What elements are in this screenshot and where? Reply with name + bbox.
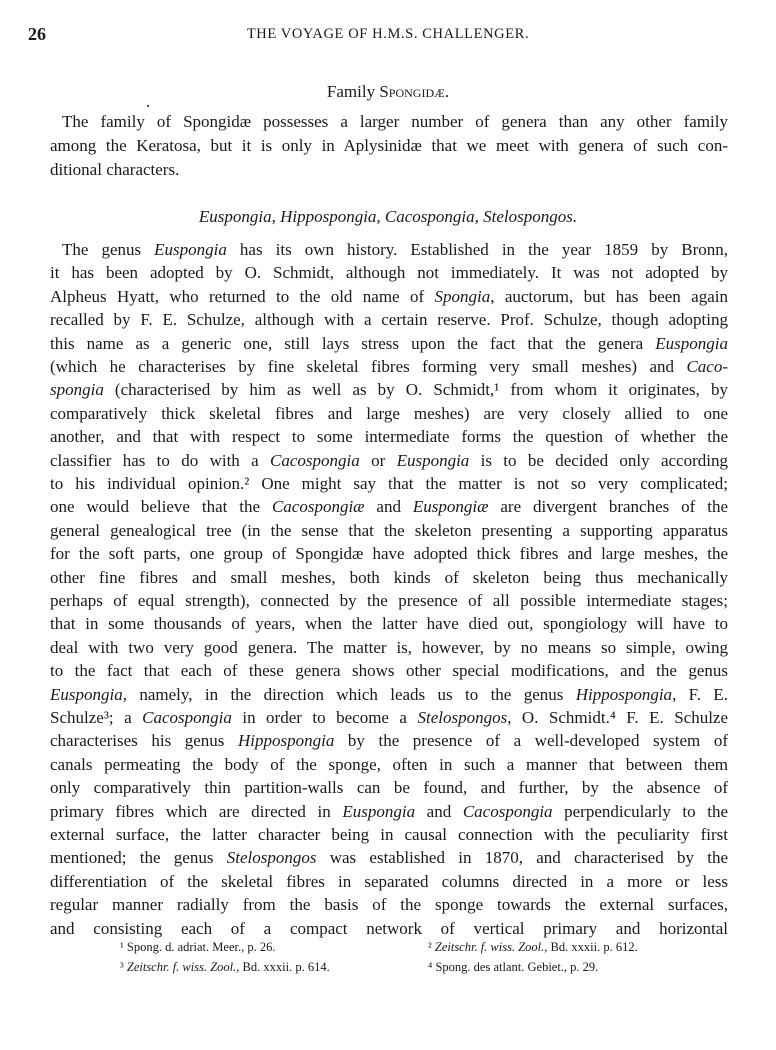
section-title (0, 82, 776, 102)
text-line (62, 111, 728, 133)
text-segment: Alpheus Hyatt, who returned to the old name of (50, 286, 435, 306)
footnote-journal: Zeitschr. f. wiss. Zool. (126, 960, 237, 974)
text-line (50, 754, 728, 776)
text-segment: for the soft parts, one group of Spongidæ have adopted thick fibres and large meshes, the (50, 544, 728, 564)
footnote (120, 940, 275, 955)
text-line (50, 333, 728, 355)
text-segment: is to be decided only according (469, 450, 728, 470)
text-line (50, 871, 728, 893)
text-segment: deal with two very good genera. The matter is, however, by no means so simple, owing (50, 637, 728, 657)
italic-term: Euspongia (154, 240, 227, 259)
text-segment: or (359, 450, 397, 470)
text-line (50, 403, 728, 425)
text-segment: , namely, in the direction which leads us to the genus (122, 684, 576, 704)
text-segment: ditional characters. (50, 160, 180, 179)
text-segment: Schulze³; a (50, 708, 143, 727)
text-segment: classifier has to do with a (50, 450, 270, 470)
text-segment: to his individual opinion.² One might say that the matter is not so very complicated; (50, 474, 728, 493)
italic-term: Caco- (686, 357, 728, 376)
footnote-text: , Bd. xxxii. p. 612. (544, 940, 638, 954)
text-segment: mentioned; the genus (50, 848, 227, 868)
text-segment: characterises his genus (50, 731, 238, 751)
text-line (50, 567, 728, 589)
footnote (120, 960, 330, 975)
text-segment: , auctorum, but has been again (490, 286, 728, 306)
text-segment: regular manner radially from the basis of the sponge towards the external surfaces, (50, 895, 728, 915)
text-segment: to the fact that each of these genera shows other special modifications, and the genus (50, 661, 728, 681)
text-segment: in order to become a (231, 708, 418, 727)
italic-term: Hippospongia (237, 731, 335, 751)
text-segment: The family of Spongidæ possesses a larger number of genera than any other family (62, 112, 728, 131)
text-line (50, 426, 728, 448)
text-segment: one would believe that the (50, 497, 272, 517)
text-line (50, 730, 728, 752)
italic-term: Cacospongia (142, 708, 232, 727)
italic-term: Cacospongia (270, 450, 360, 470)
footnote (428, 940, 638, 955)
text-segment: another, and that with respect to some intermediate forms the question of whether the (50, 427, 728, 447)
section-title-suffix: . (444, 82, 450, 101)
text-segment: among the Keratosa, but it is only in Aplysinidæ that we meet with genera of such con- (50, 136, 728, 155)
text-segment: by the presence of a well-developed system of (334, 731, 728, 751)
text-segment: other fine fibres and small meshes, both kinds of skeleton being thus mechanically (50, 567, 728, 587)
text-segment: perpendicularly to the (552, 801, 728, 821)
text-line (50, 543, 728, 565)
text-segment: that in some thousands of years, when the latter have died out, spongiology will have to (50, 614, 728, 634)
text-line (50, 613, 728, 635)
text-line (50, 309, 728, 331)
text-line (50, 824, 728, 846)
italic-term: Stelospongos (226, 848, 317, 868)
footnote-text: , Bd. xxxii. p. 614. (236, 960, 330, 974)
text-line (50, 379, 728, 401)
text-segment: was established in 1870, and characterised by the (316, 848, 728, 868)
text-line (50, 847, 728, 869)
footnote-text: ³ (120, 960, 127, 974)
section-title-prefix: Family (326, 82, 380, 101)
italic-term: Euspongia (396, 450, 470, 470)
text-segment: differentiation of the skeletal fibres in separated columns directed in a more or less (50, 871, 728, 891)
italic-term: spongia (50, 380, 104, 400)
italic-term: Euspongiæ (412, 497, 489, 517)
text-line (62, 239, 728, 261)
italic-term: Euspongia (655, 333, 728, 353)
text-segment: and (364, 497, 413, 517)
footnote-text: ² (428, 940, 435, 954)
text-segment: comparatively thick skeletal fibres and large meshes) are very closely allied to one (50, 403, 728, 423)
italic-term: Stelospongos (417, 708, 508, 727)
text-line (50, 356, 728, 378)
text-line (50, 135, 728, 157)
text-segment: has its own history. Established in the year 1859 by Bronn, (226, 240, 728, 259)
italic-term: Spongia (434, 286, 491, 306)
text-line (50, 159, 728, 181)
text-segment: , F. E. (672, 684, 728, 704)
text-line (50, 590, 728, 612)
text-line (50, 286, 728, 308)
text-segment: only comparatively thin partition-walls can be found, and further, by the absence of (50, 778, 728, 798)
text-segment: recalled by F. E. Schulze, although with a certain reserve. Prof. Schulze, though adopting (50, 310, 728, 330)
text-segment: and (415, 801, 463, 821)
text-segment: (which he characterises by fine skeletal fibres forming very small meshes) and (50, 357, 687, 376)
text-line (50, 684, 728, 706)
footnote-journal: Zeitschr. f. wiss. Zool. (434, 940, 545, 954)
text-line (50, 801, 728, 823)
page-number: 26 (28, 24, 46, 44)
text-line (50, 450, 728, 472)
footnote-text: ¹ Spong. d. adriat. Meer., p. 26. (120, 940, 276, 954)
text-line (50, 637, 728, 659)
text-segment: are divergent branches of the (488, 497, 728, 517)
running-title: THE VOYAGE OF H.M.S. CHALLENGER. (246, 26, 530, 42)
text-line (50, 473, 728, 495)
text-segment: The genus (62, 240, 155, 259)
stray-mark: . (146, 92, 151, 111)
text-segment: general genealogical tree (in the sense that the skeleton presenting a supporting apparatus (50, 520, 728, 540)
text-line (50, 496, 728, 518)
text-segment: and consisting each of a compact network of vertical primary and horizontal (50, 918, 728, 938)
text-segment: external surface, the latter character being in causal connection with the peculiarity first (50, 825, 728, 844)
text-line (50, 777, 728, 799)
text-line (50, 262, 728, 284)
text-segment: it has been adopted by O. Schmidt, although not immediately. It was not adopted by (50, 263, 728, 283)
text-segment: perhaps of equal strength), connected by the presence of all possible intermediate stages; (50, 591, 728, 610)
text-segment: primary fibres which are directed in (50, 801, 343, 821)
footnote-text: ⁴ Spong. des atlant. Gebiet., p. 29. (428, 960, 599, 974)
text-line (50, 520, 728, 542)
text-segment: , O. Schmidt.⁴ F. E. Schulze (507, 708, 729, 727)
footnote (428, 960, 598, 975)
italic-term: Cacospongiæ (271, 497, 365, 517)
section-title-name: Spongidæ (379, 82, 445, 101)
italic-term: Euspongia (342, 801, 416, 821)
text-segment: canals permeating the body of the sponge, often in such a manner that between them (50, 754, 728, 774)
italic-term: Cacospongia (462, 801, 553, 821)
text-line (50, 918, 728, 940)
text-line (50, 660, 728, 682)
italic-term: Euspongia (50, 684, 123, 704)
text-line (50, 707, 728, 729)
text-segment: this name as a generic one, still lays stress upon the fact that the genera (50, 333, 656, 353)
italic-term: Hippospongia (575, 684, 673, 704)
text-segment: (characterised by him as well as by O. Schmidt,¹ from whom it originates, by (103, 380, 728, 400)
subheading: Euspongia, Hippospongia, Cacospongia, Stelospongos. (198, 207, 578, 226)
text-line (50, 894, 728, 916)
